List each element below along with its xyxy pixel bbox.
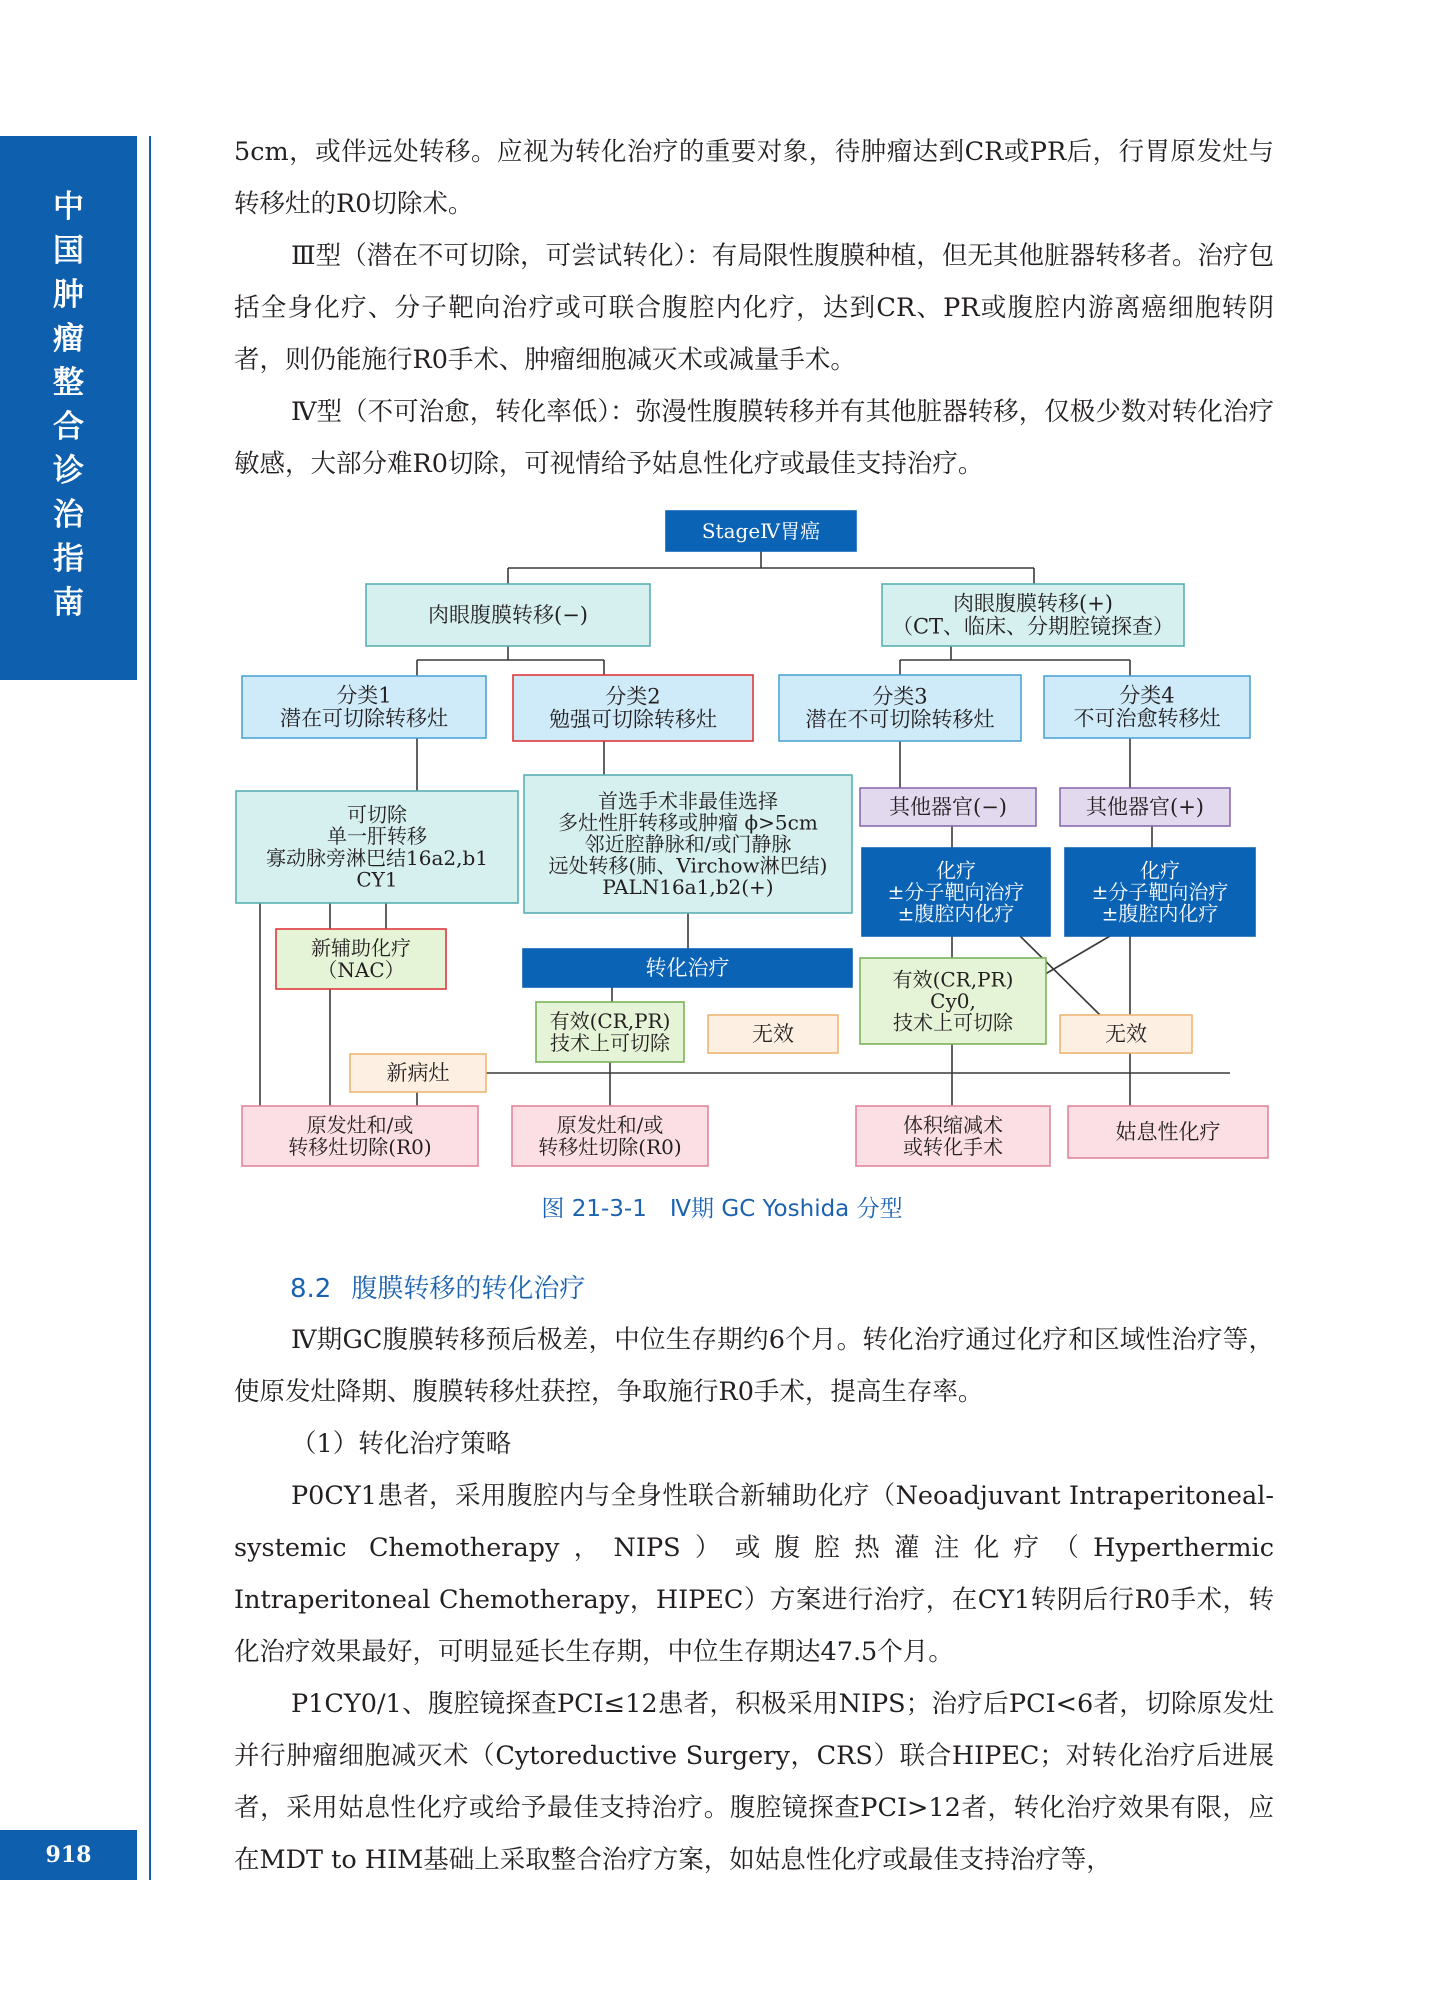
node-label: 转化治疗: [645, 956, 730, 980]
node-label: 姑息性化疗: [1115, 1120, 1221, 1144]
book-title-char: 诊: [53, 453, 84, 489]
node-label: 分类4: [1119, 683, 1175, 708]
node-label: 勉强可切除转移灶: [549, 707, 717, 732]
node-c3: [779, 675, 1021, 741]
node-label: 肉眼腹膜转移(+): [953, 591, 1113, 616]
yoshida-classification-flowchart: [230, 508, 1270, 1188]
node-res1: [242, 1106, 478, 1166]
node-noeff2: [708, 1015, 838, 1053]
paragraph: （1）转化治疗策略: [291, 1429, 512, 1459]
node-newles: [350, 1054, 486, 1092]
book-title-char: 中: [53, 189, 84, 225]
paragraph: Ⅳ期GC腹膜转移预后极差，中位生存期约6个月。转化治疗通过化疗和区域性治疗等，使原发灶降期、腹膜转移灶获控，争取施行R0手术，提高生存率。: [234, 1325, 1274, 1407]
node-p-neg: [366, 584, 650, 646]
node-noeff4: [1060, 1015, 1192, 1053]
paragraph: P0CY1患者，采用腹腔内与全身性联合新辅助化疗（Neoadjuvant Intraperitoneal-systemic Chemotherapy，NIPS）或腹腔热灌注化疗（Hyperthermic Intraperitoneal Chemotherapy，HIPEC）方案进行治疗，在CY1转阴后行R0手术，转化治疗效果最好，可明显延长生存期，中位生存期达47.5个月。: [234, 1481, 1274, 1667]
page-number: 918: [0, 1830, 137, 1880]
node-label: 不可治愈转移灶: [1073, 706, 1221, 731]
node-label: （CT、临床、分期腔镜探查）: [891, 614, 1175, 639]
node-label: 多灶性肝转移或肿瘤 ϕ>5cm: [558, 810, 818, 835]
book-title-vertical: [0, 185, 137, 625]
book-title-char: 治: [53, 497, 84, 533]
node-label: 分类2: [605, 684, 661, 709]
node-label: 技术上可切除: [893, 1010, 1013, 1035]
book-title-char: 肿: [53, 277, 84, 313]
node-resectable: [236, 791, 518, 903]
node-chemo4: [1065, 848, 1255, 936]
node-label: 其他器官(−): [889, 795, 1007, 819]
node-eff3: [860, 958, 1046, 1044]
paragraph: P1CY0/1、腹腔镜探查PCI≤12患者，积极采用NIPS；治疗后PCI<6者，切除原发灶并行肿瘤细胞减灭术（Cytoreductive Surgery，CRS）联合HIPEC；对转化治疗后进展者，采用姑息性化疗或给予最佳支持治疗。腹腔镜探查PCI>12者，转化治疗效果有限，应在MDT to HIM基础上采取整合治疗方案，如姑息性化疗或最佳支持治疗等，: [234, 1689, 1274, 1875]
node-label: 分类1: [336, 683, 392, 708]
node-label: 其他器官(+): [1086, 795, 1204, 819]
node-label: 肉眼腹膜转移(−): [428, 603, 588, 627]
node-label: （NAC）: [317, 957, 405, 982]
node-c4: [1044, 676, 1250, 738]
node-label: 首选手术非最佳选择: [598, 788, 778, 813]
node-label: ±腹腔内化疗: [897, 901, 1015, 926]
section-title: 腹膜转移的转化治疗: [351, 1274, 586, 1304]
node-p-pos: [882, 584, 1184, 646]
node-label: 潜在不可切除转移灶: [805, 707, 995, 732]
node-c1: [242, 676, 486, 738]
node-label: 新病灶: [386, 1061, 450, 1085]
node-debulk: [856, 1106, 1050, 1166]
node-label: 原发灶和/或: [556, 1113, 664, 1138]
node-label: 体积缩减术: [903, 1113, 1003, 1138]
node-label: 转移灶切除(R0): [538, 1134, 682, 1159]
figure-caption: 图 21-3-1 Ⅳ期 GC Yoshida 分型: [541, 1196, 903, 1222]
node-label: 分类3: [872, 684, 928, 709]
node-prefer: [524, 775, 852, 913]
node-label: 技术上可切除: [550, 1030, 670, 1055]
node-label: PALN16a1,b2(+): [602, 875, 774, 900]
node-label: CY1: [356, 867, 398, 892]
paragraph: Ⅲ型（潜在不可切除，可尝试转化）：有局限性腹膜种植，但无其他脏器转移者。治疗包括全身化疗、分子靶向治疗或可联合腹腔内化疗，达到CR、PR或腹腔内游离癌细胞转阴者，则仍能施行R0手术、肿瘤细胞减灭术或减量手术。: [234, 241, 1274, 375]
node-org-pos: [1060, 788, 1230, 826]
node-label: 单一肝转移: [327, 824, 427, 849]
top-text-block: [234, 126, 1274, 490]
paragraph: 5cm，或伴远处转移。应视为转化治疗的重要对象，待肿瘤达到CR或PR后，行胃原发灶与转移灶的R0切除术。: [234, 137, 1274, 219]
margin-rule: [149, 136, 151, 1880]
node-nac: [276, 929, 446, 989]
node-org-neg: [860, 788, 1036, 826]
node-chemo3: [862, 848, 1050, 936]
node-label: 新辅助化疗: [311, 936, 411, 961]
node-label: ±分子靶向治疗: [1091, 880, 1229, 904]
node-label: 邻近腔静脉和/或门静脉: [584, 832, 792, 856]
node-label: 可切除: [347, 802, 407, 827]
book-title-char: 合: [53, 409, 84, 445]
book-title-char: 整: [53, 365, 84, 401]
node-label: ±腹腔内化疗: [1101, 901, 1219, 926]
node-root: [666, 511, 856, 551]
node-label: 或转化手术: [903, 1134, 1003, 1159]
node-label: 远处转移(肺、Virchow淋巴结): [548, 853, 828, 878]
node-label: Cy0,: [930, 989, 976, 1013]
node-label: StageⅣ胃癌: [701, 519, 821, 543]
book-title-char: 国: [53, 233, 84, 269]
node-eff2: [536, 1002, 684, 1062]
node-palli: [1068, 1106, 1268, 1158]
node-label: 有效(CR,PR): [549, 1009, 671, 1034]
node-label: 有效(CR,PR): [892, 967, 1014, 992]
node-res2: [512, 1106, 708, 1166]
node-c2: [513, 675, 753, 741]
node-label: 潜在可切除转移灶: [280, 706, 448, 731]
node-label: 无效: [1105, 1022, 1147, 1046]
node-label: 原发灶和/或: [306, 1113, 414, 1138]
section-text-block: [234, 1314, 1274, 1886]
node-conv: [523, 949, 852, 987]
node-label: 化疗: [936, 858, 976, 883]
book-title-char: 南: [53, 585, 84, 621]
book-title-char: 瘤: [53, 321, 84, 357]
node-label: 化疗: [1140, 858, 1180, 883]
paragraph: Ⅳ型（不可治愈，转化率低）：弥漫性腹膜转移并有其他脏器转移，仅极少数对转化治疗敏感，大部分难R0切除，可视情给予姑息性化疗或最佳支持治疗。: [234, 397, 1274, 479]
section-number: 8.2: [290, 1274, 332, 1304]
book-title-char: 指: [53, 541, 84, 577]
node-label: ±分子靶向治疗: [887, 880, 1025, 904]
node-label: 无效: [752, 1022, 794, 1046]
section-heading: [290, 1268, 585, 1305]
node-label: 寡动脉旁淋巴结16a2,b1: [266, 845, 488, 870]
node-label: 转移灶切除(R0): [288, 1134, 432, 1159]
